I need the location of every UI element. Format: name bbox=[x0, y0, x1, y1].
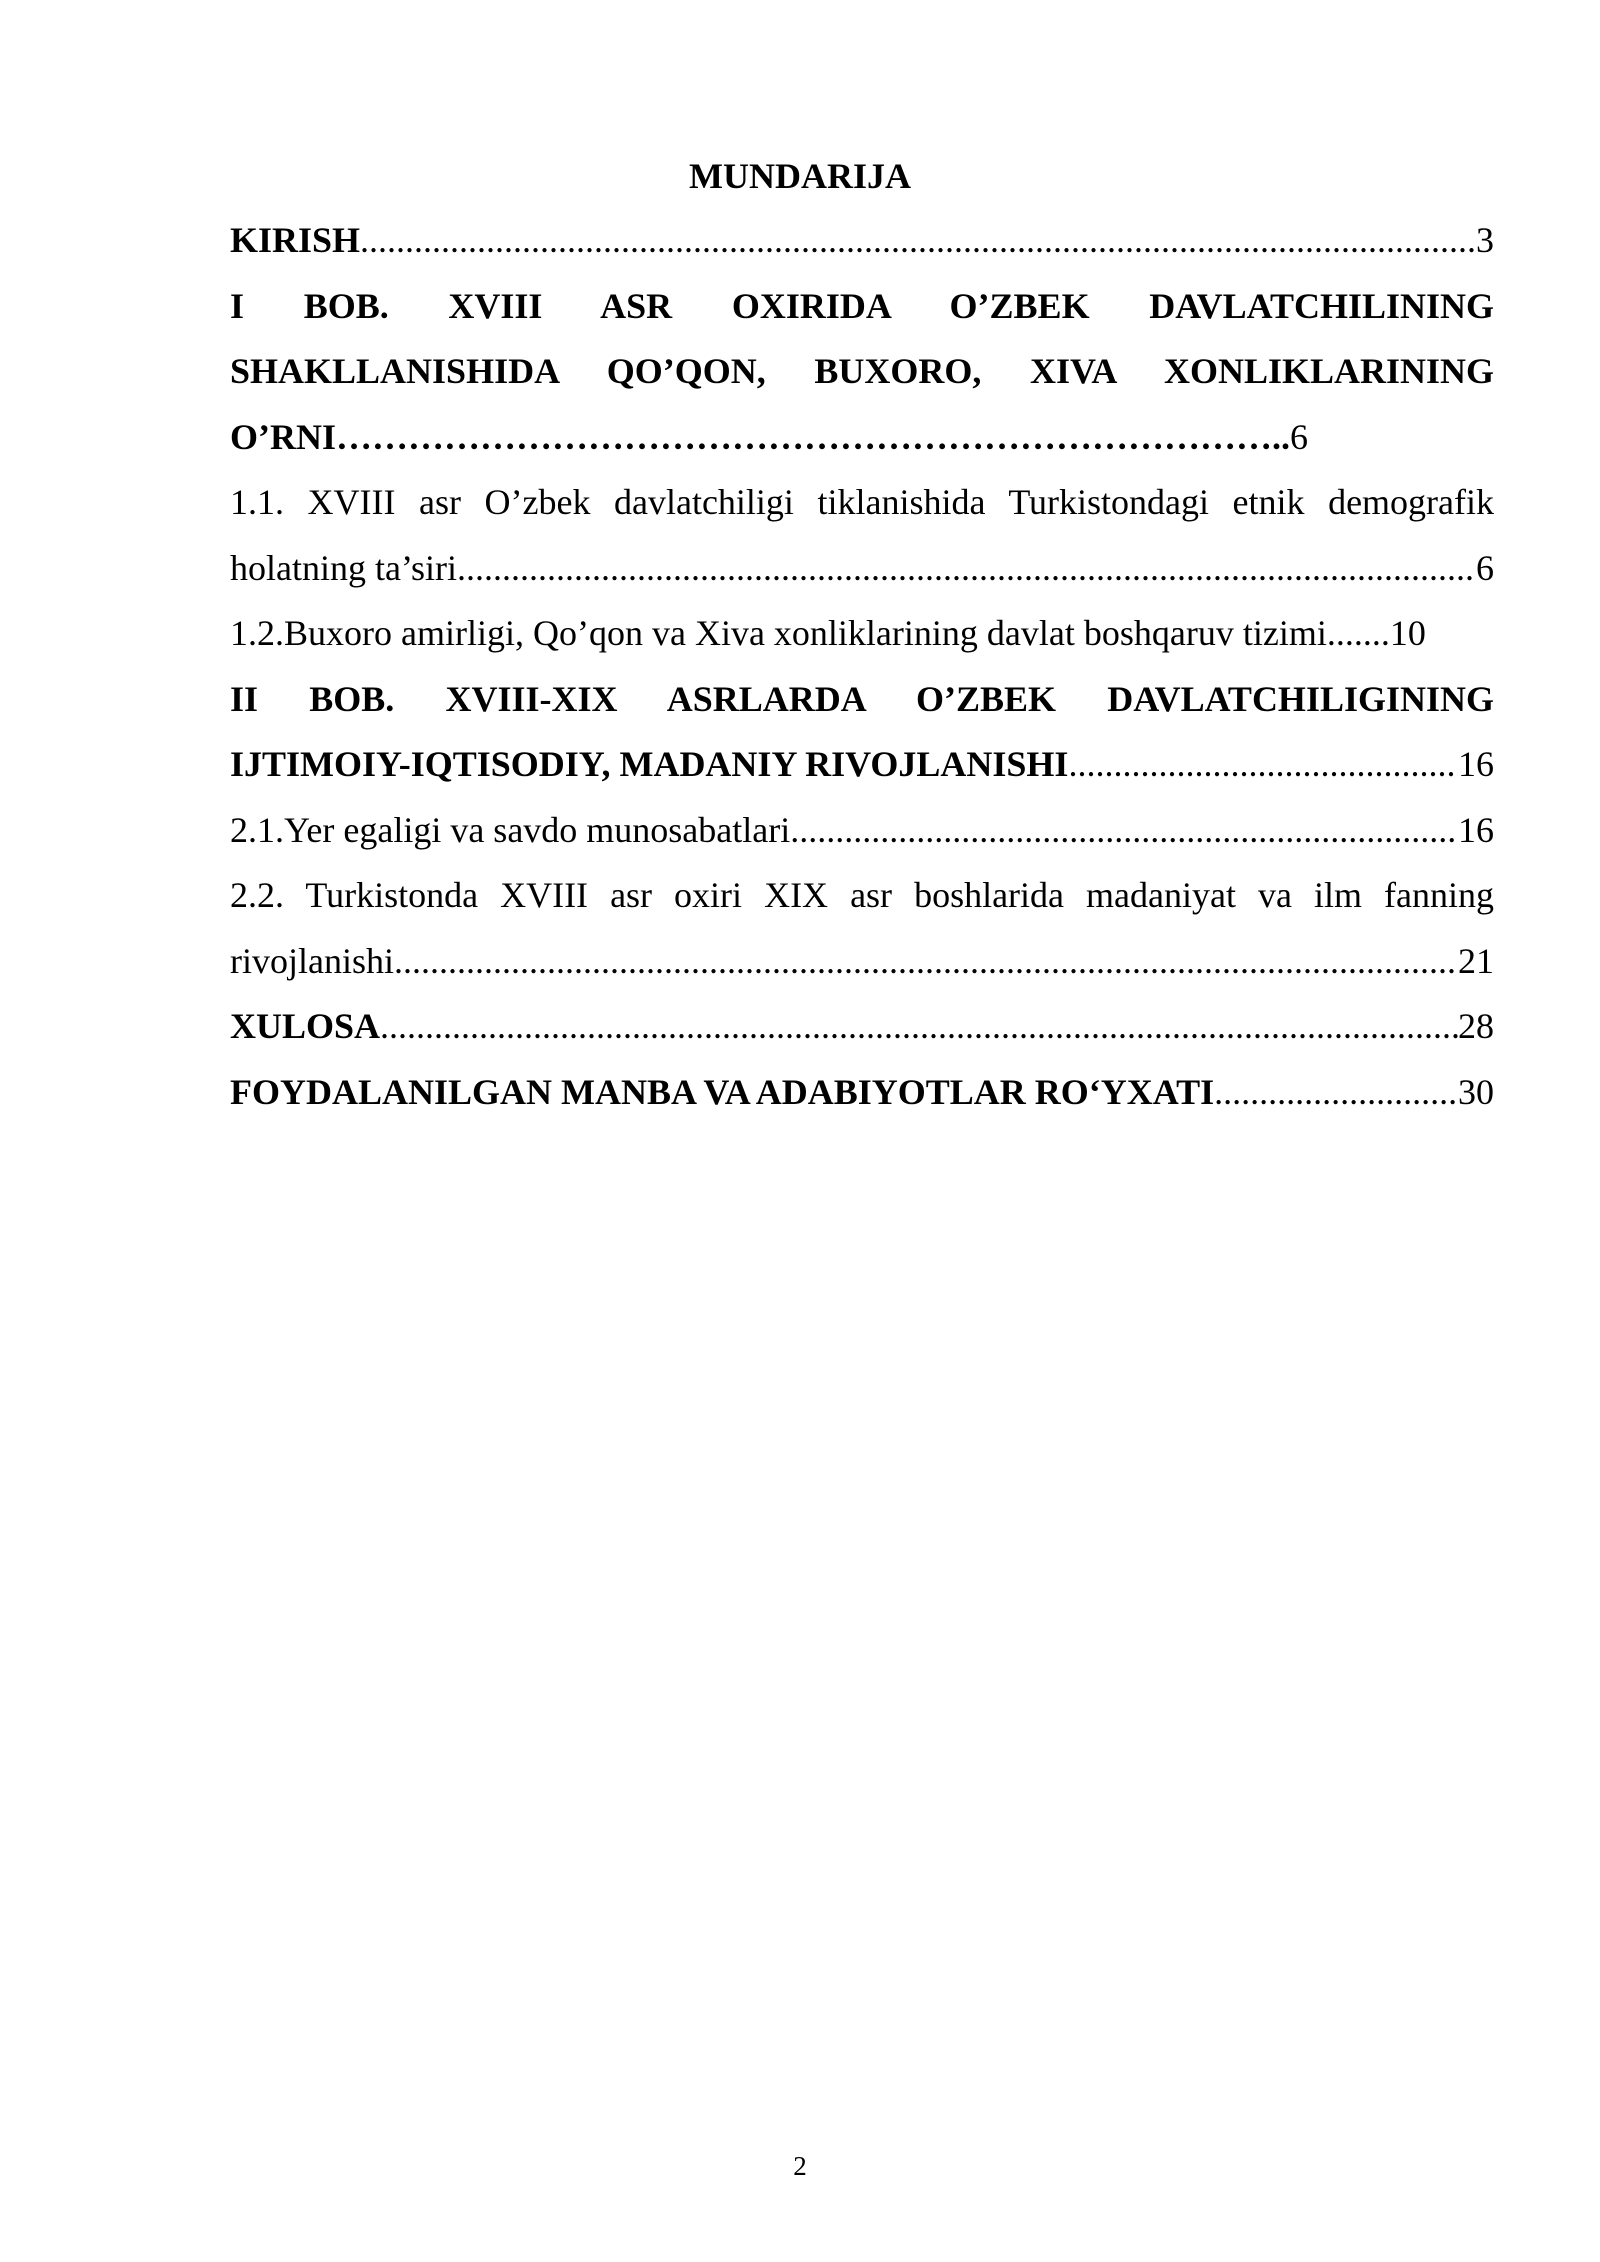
toc-leader-dots bbox=[360, 208, 1476, 274]
toc-entry-s2-2-line2[interactable] bbox=[230, 929, 1494, 995]
toc-page-number: 10 bbox=[1389, 613, 1426, 653]
toc-leader-dots bbox=[394, 929, 1458, 995]
toc-entry-bob1-line3[interactable] bbox=[230, 405, 1494, 471]
toc-entry-text: 1.2.Buxoro amirligi, Qo’qon va Xiva xonliklarining davlat boshqaruv tizimi bbox=[230, 613, 1327, 653]
toc-leader-dots bbox=[380, 994, 1458, 1060]
toc-entry-s1-2[interactable] bbox=[230, 601, 1494, 667]
toc-page-number: 3 bbox=[1476, 220, 1494, 260]
toc-entry-kirish[interactable] bbox=[230, 208, 1494, 274]
toc-leader-ellipsis: …………………………………………………………………….. bbox=[336, 416, 1290, 457]
toc-entry-bob2-line1[interactable]: II BOB. XVIII-XIX ASRLARDA O’ZBEK DAVLATCHILIGINING bbox=[230, 678, 1494, 719]
toc-entry-text: 2.1.Yer egaligi va savdo munosabatlari bbox=[230, 809, 791, 850]
page-number: 2 bbox=[793, 2151, 807, 2181]
toc-leader-dots bbox=[790, 798, 1458, 864]
toc-entry-text: KIRISH bbox=[230, 220, 361, 260]
toc-leader-dots: ....... bbox=[1326, 613, 1390, 653]
toc-leader-dots bbox=[457, 536, 1476, 602]
toc-entry-text: IJTIMOIY-IQTISODIY, MADANIY RIVOJLANISHI bbox=[230, 744, 1069, 784]
toc-entry-s1-1-line2[interactable] bbox=[230, 536, 1494, 602]
toc-entry-bob1-line1[interactable]: I BOB. XVIII ASR OXIRIDA O’ZBEK DAVLATCHILINING bbox=[230, 285, 1494, 326]
table-of-contents bbox=[230, 208, 1494, 1125]
toc-page-number: 28 bbox=[1458, 1006, 1494, 1046]
toc-entry-text: O’RNI bbox=[230, 416, 336, 457]
toc-entry-s2-1[interactable] bbox=[230, 798, 1494, 864]
toc-page-number: 30 bbox=[1458, 1071, 1494, 1112]
toc-page-number: 21 bbox=[1458, 940, 1494, 981]
toc-leader-dots bbox=[1214, 1060, 1458, 1126]
toc-entry-bob1-line2[interactable]: SHAKLLANISHIDA QO’QON, BUXORO, XIVA XONLIKLARINING bbox=[230, 351, 1494, 391]
toc-page-number: 16 bbox=[1458, 744, 1494, 784]
toc-page-number: 6 bbox=[1476, 547, 1494, 588]
toc-title: MUNDARIJA bbox=[689, 156, 911, 196]
toc-entry-text: holatning ta’siri bbox=[230, 547, 457, 588]
toc-entry-s1-1-line1[interactable]: 1.1. XVIII asr O’zbek davlatchiligi tiklanishida Turkistondagi etnik demografik bbox=[230, 482, 1494, 522]
toc-entry-text: XULOSA bbox=[230, 1006, 381, 1046]
toc-entry-s2-2-line1[interactable]: 2.2. Turkistonda XVIII asr oxiri XIX asr boshlarida madaniyat va ilm fanning bbox=[230, 875, 1494, 915]
toc-entry-bob2-line2[interactable] bbox=[230, 732, 1494, 798]
toc-entry-text: rivojlanishi bbox=[230, 940, 394, 981]
toc-page-number: 16 bbox=[1458, 809, 1494, 850]
toc-leader-dots bbox=[1068, 732, 1458, 798]
toc-page-number: 6 bbox=[1290, 416, 1308, 457]
toc-entry-text: FOYDALANILGAN MANBA VA ADABIYOTLAR RO‘YXATI bbox=[230, 1071, 1215, 1112]
toc-entry-xulosa[interactable] bbox=[230, 994, 1494, 1060]
toc-entry-foydalanilgan[interactable] bbox=[230, 1060, 1494, 1126]
